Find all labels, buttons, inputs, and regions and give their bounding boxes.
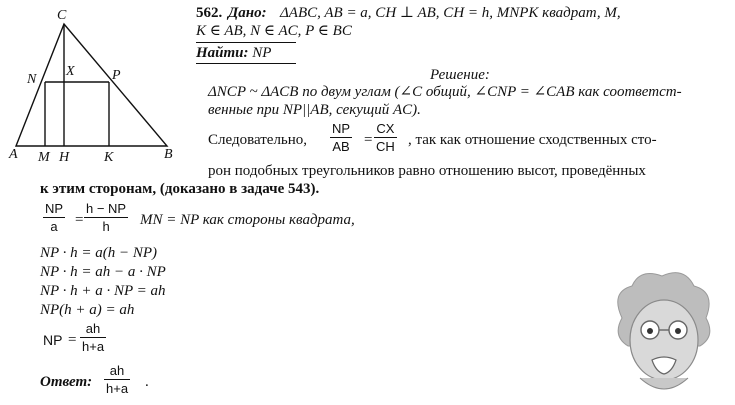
label-n: N <box>27 72 37 87</box>
solution-line-5: к этим сторонам, (доказано в задаче 543). <box>40 181 320 197</box>
label-k: K <box>104 150 114 165</box>
find-value: NP <box>252 45 272 61</box>
find-label: Найти: <box>196 45 249 61</box>
given-line-2: K ∈ AB, N ∈ AC, P ∈ BC <box>196 23 352 39</box>
fraction-np-ab: $\frac{NP}{AB}$ <box>332 121 351 154</box>
label-p: P <box>112 68 121 83</box>
answer-period: . <box>145 374 149 390</box>
problem-number: 562. <box>196 5 223 21</box>
label-b: B <box>164 147 173 162</box>
label-x: X <box>66 64 75 79</box>
given-line-1: ΔABC, AB = a, CH ⊥ AB, CH = h, MNPK квадрат, M, <box>280 5 621 21</box>
equation-2: NP · h = ah − a · NP <box>40 264 166 280</box>
label-h: H <box>59 150 70 165</box>
label-c: C <box>57 8 67 23</box>
solution-line-3-post: , так как отношение сходственных сто- <box>408 132 657 148</box>
solution-heading: Решение: <box>430 67 490 83</box>
equation-1: NP · h = a(h − NP) <box>40 245 158 261</box>
solution-line-3-pre: Следовательно, <box>208 132 308 148</box>
given-label: Дано: <box>228 5 267 21</box>
label-a: A <box>9 147 18 162</box>
fraction-cx-ch: $\frac{CX}{CH}$ <box>376 121 395 154</box>
solution-line-2: венные при NP||AB, секущий AC). <box>208 102 421 118</box>
solution-line-6: MN = NP как стороны квадрата, <box>140 212 355 228</box>
label-m: M <box>38 150 50 165</box>
fraction-ah-h-plus-a: $\frac{ah}{h+a}$ <box>82 321 105 354</box>
answer-fraction: $\frac{ah}{h+a}$ <box>106 363 129 396</box>
equation-3: NP · h + a · NP = ah <box>40 283 166 299</box>
solution-line-4: рон подобных треугольников равно отношению высот, проведённых <box>208 163 646 179</box>
equation-5-lhs: NP <box>43 332 63 348</box>
answer-label: Ответ: <box>40 374 93 390</box>
equation-4: NP(h + a) = ah <box>40 302 135 318</box>
solution-line-1: ΔNCP ~ ΔACB по двум углам (∠C общий, ∠CNP = ∠CAB как соответст- <box>208 84 682 100</box>
fraction-h-minus-np-h: $\frac{h - NP}{h}$ <box>86 201 127 234</box>
fraction-np-a: $\frac{NP}{a}$ <box>45 201 64 234</box>
